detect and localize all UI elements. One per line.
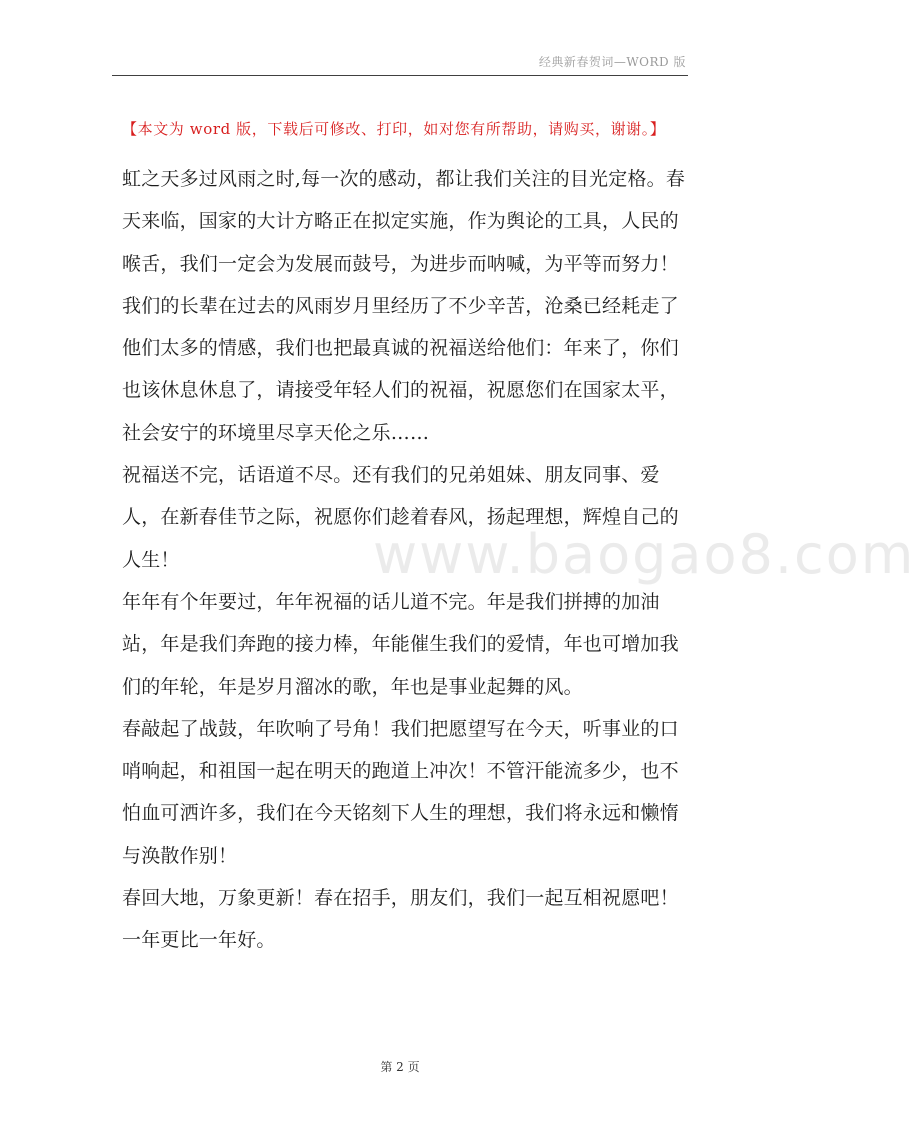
paragraph: 我们的长辈在过去的风雨岁月里经历了不少辛苦，沧桑已经耗走了他们太多的情感，我们也把最真诚的祝福送给他们：年来了，你们也该休息休息了，请接受年轻人们的祝福，祝愿您们在国家太平，社会安宁的环境里尽享天伦之乐…… bbox=[122, 294, 679, 444]
download-notice: 【本文为 word 版，下载后可修改、打印，如对您有所帮助，请购买，谢谢。】 bbox=[122, 120, 666, 138]
paragraph: 年年有个年要过，年年祝福的话儿道不完。年是我们拼搏的加油站，年是我们奔跑的接力棒，年能催生我们的爱情，年也可增加我们的年轮，年是岁月溜冰的歌，年也是事业起舞的风。 bbox=[122, 590, 679, 698]
watermark-text: www.baogao8.com bbox=[373, 523, 915, 586]
paragraph: 春敲起了战鼓，年吹响了号角！我们把愿望写在今天，听事业的口哨响起，和祖国一起在明天的跑道上冲次！不管汗能流多少，也不怕血可洒许多，我们在今天铭刻下人生的理想，我们将永远和懒惰与涣散作别！ bbox=[122, 717, 679, 867]
paragraph: 虹之天多过风雨之时,每一次的感动，都让我们关注的目光定格。春天来临，国家的大计方略正在拟定实施，作为舆论的工具，人民的喉舌，我们一定会为发展而鼓号，为进步而呐喊，为平等而努力！ bbox=[122, 168, 686, 275]
header-divider bbox=[112, 75, 688, 76]
document-body bbox=[122, 158, 692, 962]
paragraph: 春回大地，万象更新！春在招手，朋友们，我们一起互相祝愿吧！一年更比一年好。 bbox=[122, 887, 679, 952]
page-number: 第 2 页 bbox=[380, 1060, 420, 1074]
header-title: 经典新春贺词—WORD 版 bbox=[538, 55, 686, 69]
paragraph: 祝福送不完，话语道不尽。还有我们的兄弟姐妹、朋友同事、爱人，在新春佳节之际，祝愿你们趁着春风，扬起理想，辉煌自己的人生！ bbox=[122, 464, 679, 571]
